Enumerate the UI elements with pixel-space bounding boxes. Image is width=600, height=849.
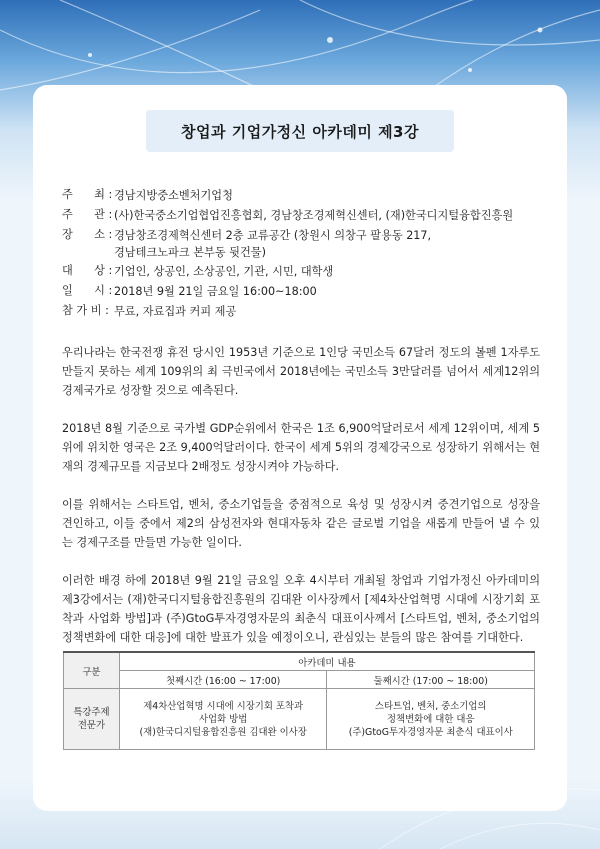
info-value: 기업인, 상공인, 소상공인, 기관, 시민, 대학생 [114, 265, 334, 278]
paragraph: 우리나라는 한국전쟁 휴전 당시인 1953년 기준으로 1인당 국민소득 67달러 정도의 볼펜 1자루도 만들지 못하는 세계 109위의 최 극빈국에서 2018년에는 국민소득 3만달러를 넘어서 세계12위의 경제국가로 성장할 것으로 예측된다. [62, 346, 540, 397]
info-value: 2018년 9월 21일 금요일 16:00~18:00 [114, 285, 317, 298]
info-label: 대 상 : [62, 264, 113, 277]
event-info [62, 185, 532, 321]
info-value: 경남창조경제혁신센터 2층 교류공간 (창원시 의창구 팔용동 217, 경남테크노파크 본부동 뒷건물) [114, 229, 432, 259]
document-title: 창업과 기업가정신 아카데미 제3강 [146, 110, 454, 152]
table-row-label: 특강주제 전문가 [64, 689, 120, 750]
schedule-table [63, 651, 535, 750]
table-header-category: 구분 [64, 652, 120, 689]
info-row-venue [62, 225, 532, 261]
paragraph: 이러한 배경 하에 2018년 9월 21일 금요일 오후 4시부터 개최될 창업과 기업가정신 아카데미의 제3강에서는 (재)한국디지털융합진흥원의 김대완 이사장께서 [제4차산업혁명 시대에 시장기회 포착과 사업화 방법]과 (주)GtoG투자경영자문의 최춘식 대표이사께서 [스타트업, 벤처, 중소기업의 정책변화에 대한 대응]에 대한 발표가 있을 예정이오니, 관심있는 분들의 많은 참여를 기대한다. [62, 574, 540, 644]
table-header-first-session: 첫째시간 (16:00 ~ 17:00) [119, 671, 327, 689]
first-session-content: 제4차산업혁명 시대에 시장기회 포착과 사업화 방법 (재)한국디지털융합진흥원 김대완 이사장 [119, 689, 327, 750]
info-label: 일 시 : [62, 284, 113, 297]
info-row-audience [62, 261, 532, 281]
info-label: 참 가 비 : [62, 304, 109, 317]
info-label: 주 관 : [62, 208, 113, 221]
info-value: 경남지방중소벤처기업청 [114, 189, 233, 202]
table-row [64, 689, 535, 750]
body-text [62, 343, 540, 666]
info-value: (사)한국중소기업협업진흥협회, 경남창조경제혁신센터, (재)한국디지털융합진흥원 [114, 209, 514, 222]
info-row-host [62, 185, 532, 205]
info-row-fee [62, 301, 532, 321]
info-value: 무료, 자료집과 커피 제공 [114, 305, 237, 318]
info-row-datetime [62, 281, 532, 301]
document-card [33, 85, 567, 811]
second-session-content: 스타트업, 벤처, 중소기업의 정책변화에 대한 대응 (주)GtoG투자경영자문 최춘식 대표이사 [327, 689, 535, 750]
info-label: 주 최 : [62, 188, 113, 201]
paragraph: 2018년 8월 기준으로 국가별 GDP순위에서 한국은 1조 6,900억달러로서 세계 12위이며, 세계 5위에 위치한 영국은 2조 9,400억달러이다. 한국이 세계 5위의 경제강국으로 성장하기 위해서는 현재의 경제규모를 지금보다 2배정도 성장시켜야 가능하다. [62, 422, 540, 473]
paragraph: 이를 위해서는 스타트업, 벤처, 중소기업들을 중점적으로 육성 및 성장시켜 중견기업으로 성장을 견인하고, 이들 중에서 제2의 삼성전자와 현대자동차 같은 글로벌 기업을 새롭게 만들어 낼 수 있는 경제구조를 만들면 가능한 일이다. [62, 498, 540, 549]
info-row-organizer [62, 205, 532, 225]
table-header-academy: 아카데미 내용 [119, 652, 534, 671]
info-label: 장 소 : [62, 228, 113, 241]
table-header-second-session: 둘째시간 (17:00 ~ 18:00) [327, 671, 535, 689]
